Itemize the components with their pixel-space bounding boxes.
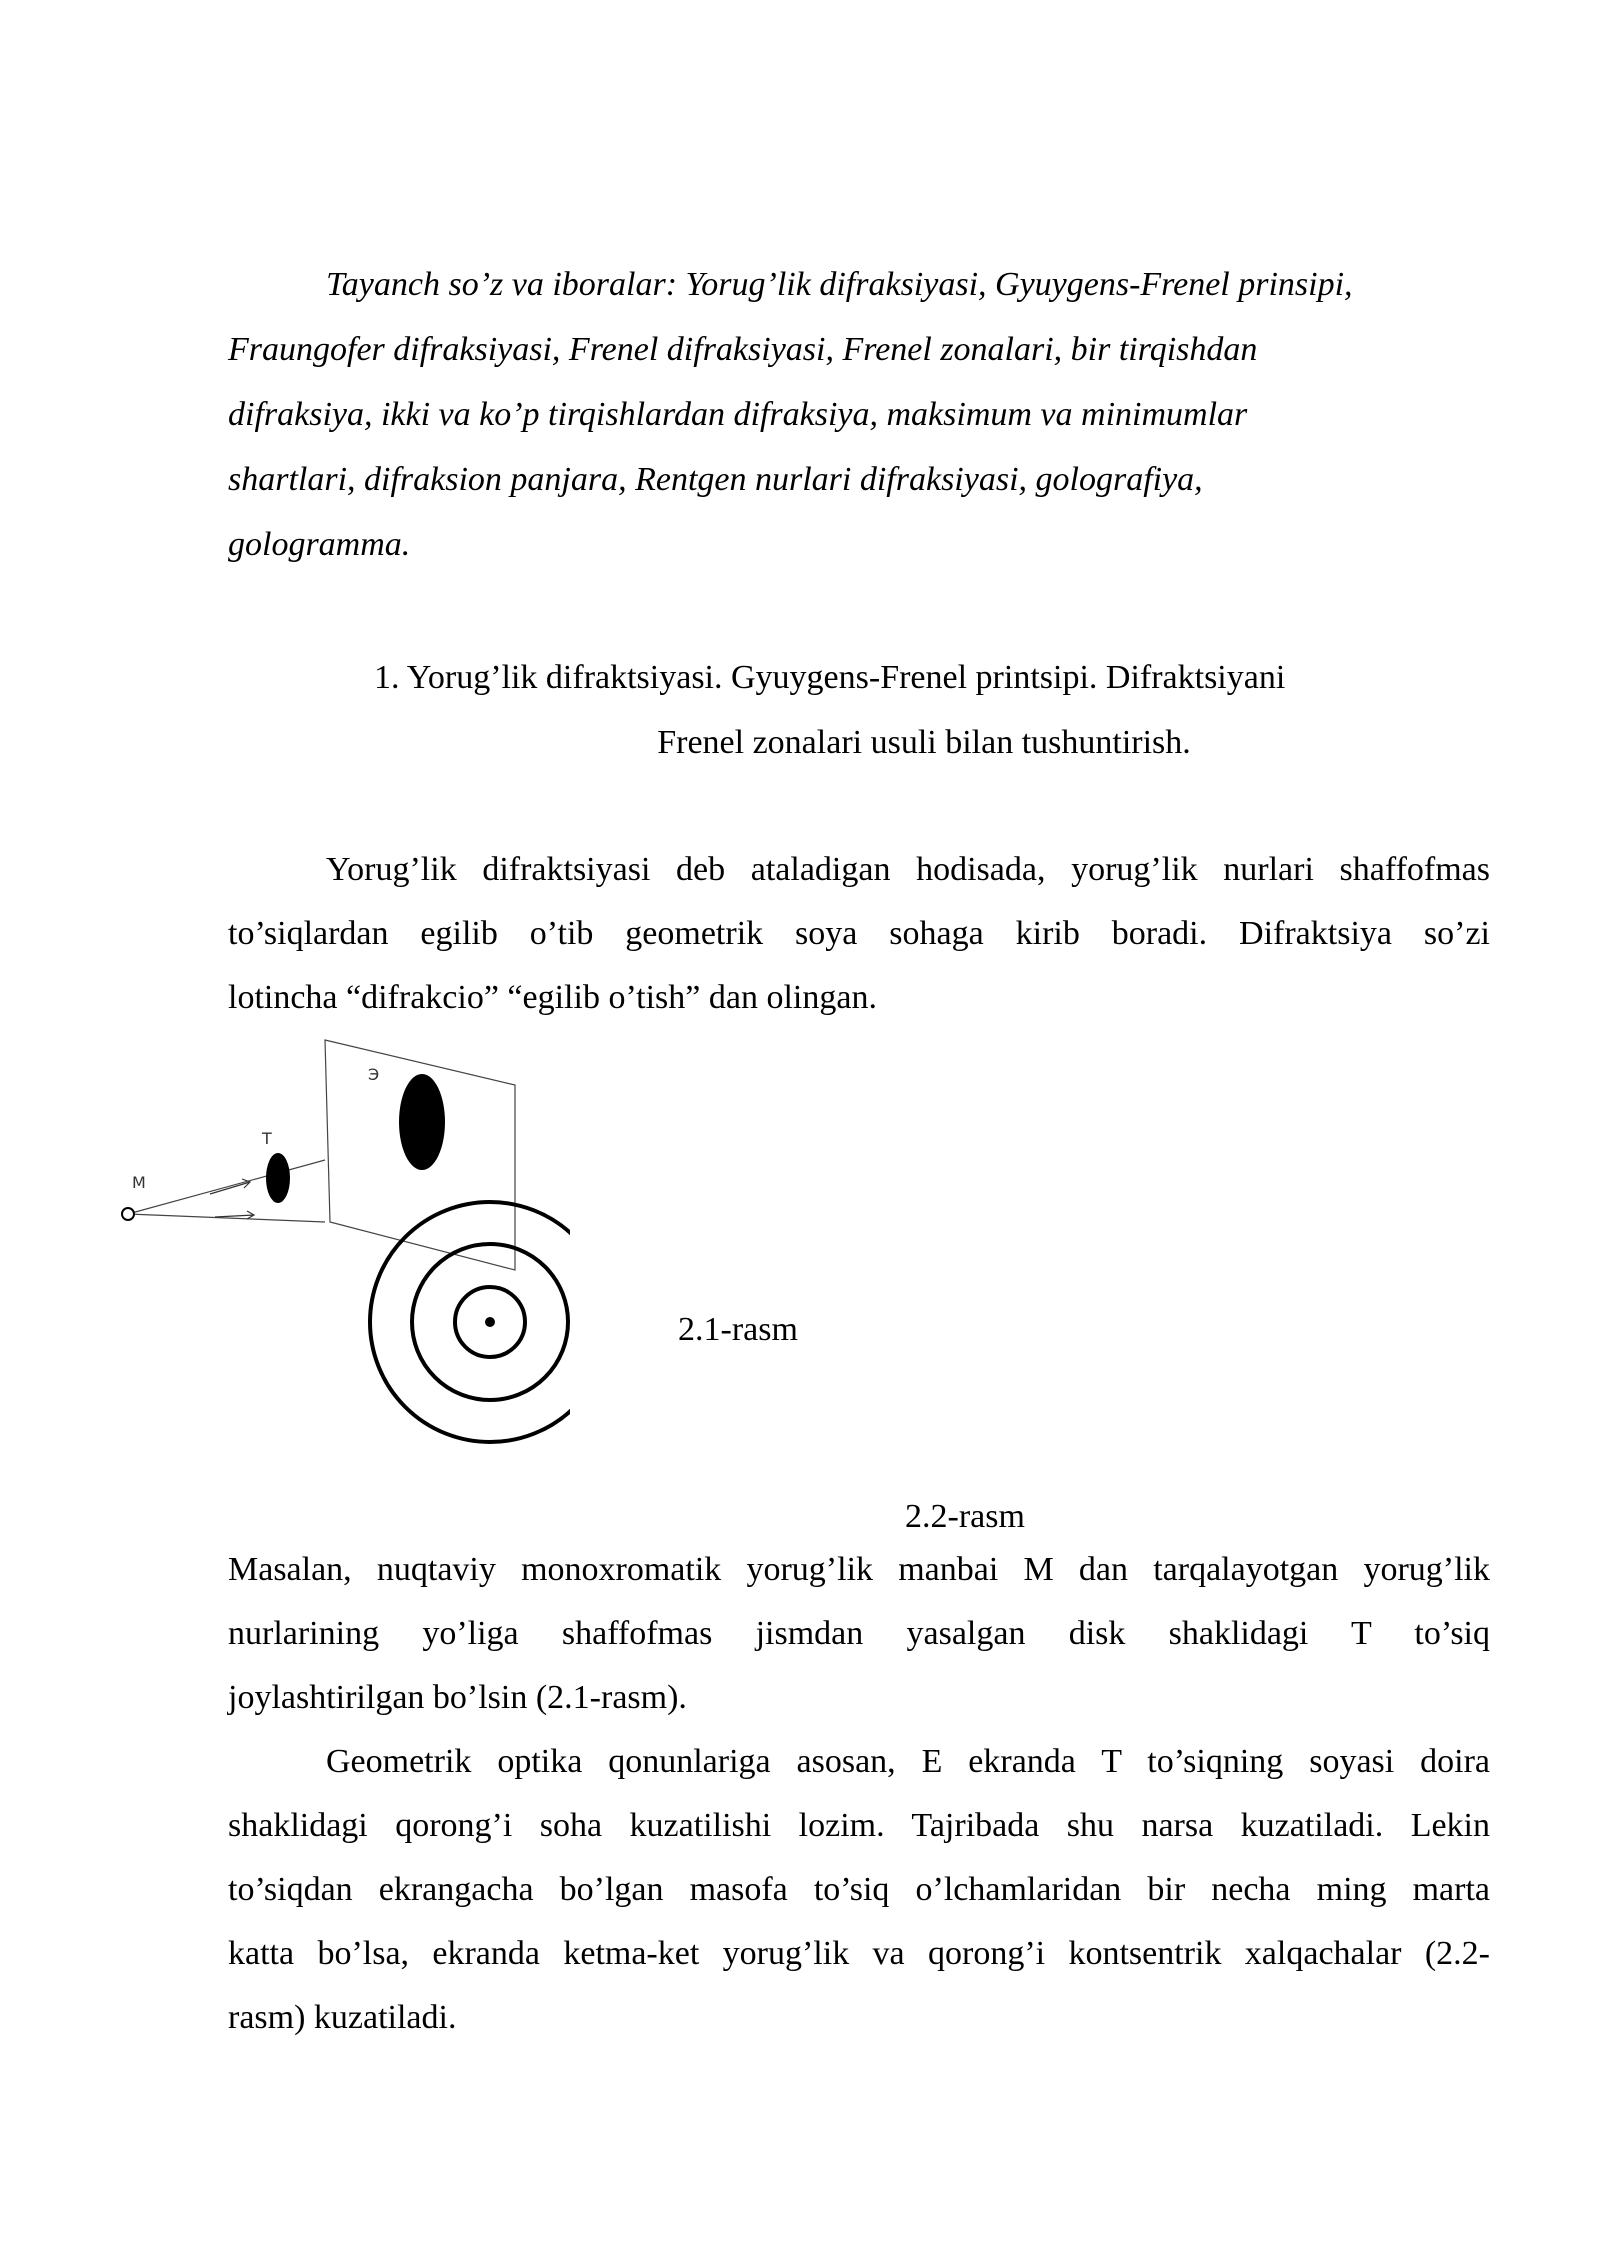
paragraph-line: Yorug’lik difraktsiyasi deb ataladigan hodisada, yorug’lik nurlari shaffofmas (326, 851, 1490, 888)
paragraph-example (228, 1538, 1490, 1730)
section-heading-line-2: Frenel zonalari usuli bilan tushuntirish. (657, 724, 1191, 761)
label-obstacle: T (262, 1129, 272, 1148)
paragraph-line: lotincha “difrakcio” “egilib o’tish” dan olingan. (228, 979, 877, 1016)
label-screen: Э (368, 1065, 380, 1084)
label-source: M (132, 1173, 146, 1192)
section-heading (228, 645, 1490, 775)
paragraph-line: nurlarining yo’liga shaffofmas jismdan yasalgan disk shaklidagi T to’siq (228, 1615, 1490, 1652)
keywords-block (228, 252, 1490, 577)
figure-caption-1: 2.1-rasm (678, 1311, 798, 1348)
paragraph-line: katta bo’lsa, ekranda ketma-ket yorug’lik va qorong’i kontsentrik xalqachalar (2.2- (228, 1935, 1490, 1972)
source-point (122, 1208, 134, 1220)
paragraph-line: shaklidagi qorong’i soha kuzatilishi lozim. Tajribada shu narsa kuzatiladi. Lekin (228, 1807, 1490, 1844)
center-dot (485, 1317, 495, 1327)
paragraph-line: Masalan, nuqtaviy monoxromatik yorug’lik manbai M dan tarqalayotgan yorug’lik (228, 1551, 1490, 1588)
keywords-line: gologramma. (228, 526, 411, 563)
paragraph-intro (228, 838, 1490, 1030)
keywords-line: Tayanch so’z va iboralar: Yorug’lik difraksiyasi, Gyuygens-Frenel prinsipi, (326, 266, 1353, 303)
shadow-ellipse (399, 1074, 445, 1170)
paragraph-line: joylashtirilgan bo’lsin (2.1-rasm). (228, 1679, 687, 1716)
ring-outer (370, 1202, 570, 1442)
section-heading-line-1: 1. Yorug’lik difraktsiyasi. Gyuygens-Frenel printsipi. Difraktsiyani (374, 659, 1286, 696)
paragraph-line: Geometrik optika qonunlariga asosan, E ekranda T to’siqning soyasi doira (326, 1743, 1490, 1780)
figure-caption-2: 2.2-rasm (905, 1498, 1025, 1535)
paragraph-geometric-optics (228, 1730, 1490, 2050)
keywords-line: shartlari, difraksion panjara, Rentgen nurlari difraksiyasi, golografiya, (228, 461, 1203, 498)
ray-line (128, 1214, 325, 1222)
diffraction-figure (110, 1030, 570, 1490)
keywords-line: Fraungofer difraksiyasi, Frenel difraksiyasi, Frenel zonalari, bir tirqishdan (228, 331, 1258, 368)
obstacle-disk (266, 1153, 290, 1203)
paragraph-line: to’siqdan ekrangacha bo’lgan masofa to’siq o’lchamlaridan bir necha ming marta (228, 1871, 1490, 1908)
keywords-line: difraksiya, ikki va ko’p tirqishlardan difraksiya, maksimum va minimumlar (228, 396, 1248, 433)
paragraph-line: rasm) kuzatiladi. (228, 1999, 457, 2036)
ray-line (128, 1160, 325, 1214)
paragraph-line: to’siqlardan egilib o’tib geometrik soya sohaga kirib boradi. Difraktsiya so’zi (228, 915, 1490, 952)
